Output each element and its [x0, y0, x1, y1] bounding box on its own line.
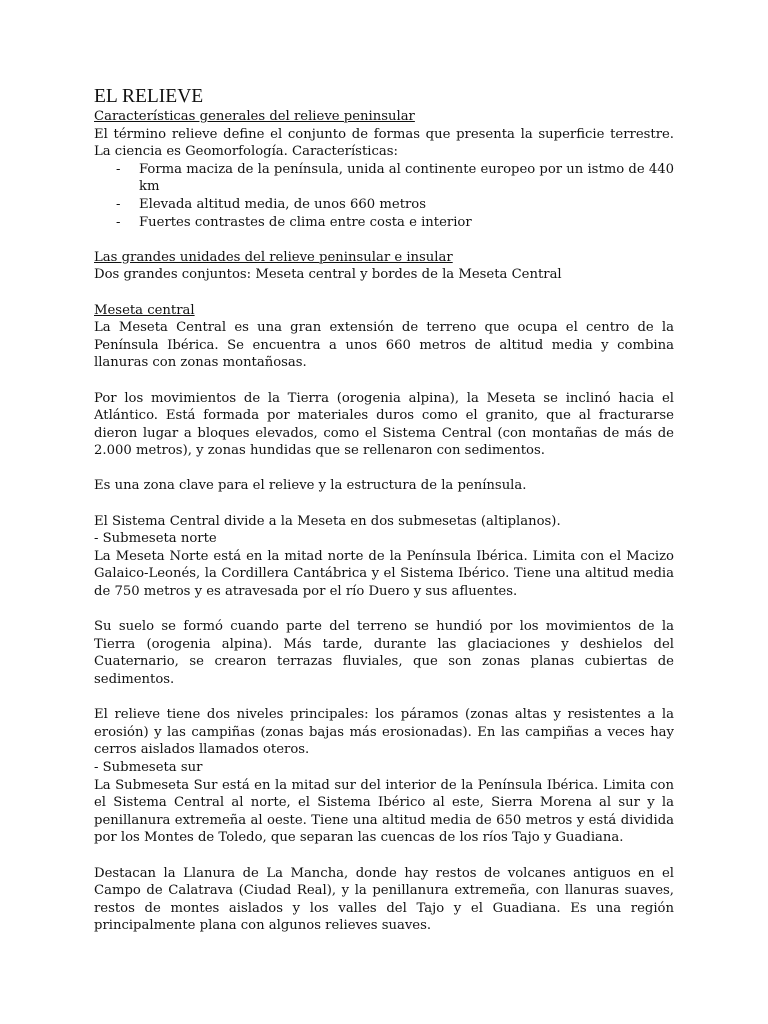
paragraph: El Sistema Central divide a la Meseta en dos submesetas (altiplanos).: [94, 513, 561, 529]
list-item: [94, 214, 674, 232]
bullet-dash: -: [116, 196, 121, 212]
section-heading-grandes-unidades: Las grandes unidades del relieve peninsular e insular: [94, 249, 453, 265]
paragraph: Es una zona clave para el relieve y la estructura de la península.: [94, 478, 527, 494]
spacer: [94, 847, 674, 865]
paragraph: El relieve tiene dos niveles principales: los páramos (zonas altas y resistentes a la erosión) y las campiñas (zonas bajas más erosionadas). En las campiñas a veces hay cerros aislados llamados oteros.: [94, 707, 674, 758]
spacer: [94, 601, 674, 619]
paragraph: Su suelo se formó cuando parte del terreno se hundió por los movimientos de la Tierra (orogenia alpina). Más tarde, durante las glaciaciones y deshielos del Cuaternario, se crearon terrazas fluviales, que son zonas planas cubiertas de sedimentos.: [94, 619, 674, 687]
list-item-text: Elevada altitud media, de unos 660 metros: [139, 196, 427, 212]
section-heading-caracteristicas: Características generales del relieve peninsular: [94, 109, 415, 124]
spacer: [94, 231, 674, 249]
document-title: EL RELIEVE: [94, 86, 204, 107]
subsection-label-norte: - Submeseta norte: [94, 531, 217, 547]
characteristics-list: [94, 161, 674, 231]
list-item-text: Forma maciza de la península, unida al continente europeo por un istmo de 440 km: [139, 161, 674, 195]
spacer: [94, 284, 674, 302]
spacer: [94, 372, 674, 390]
section-heading-meseta-central: Meseta central: [94, 302, 195, 318]
paragraph: La Meseta Central es una gran extensión de terreno que ocupa el centro de la Península Ibérica. Se encuentra a unos 660 metros de altitud media y combina llanuras con zonas montañosas.: [94, 320, 674, 371]
paragraph: Destacan la Llanura de La Mancha, donde hay restos de volcanes antiguos en el Campo de Calatrava (Ciudad Real), y la penillanura extremeña, con llanuras suaves, restos de montes aislados y los valles del Tajo y el Guadiana. Es una región principalmente plana con algunos relieves suaves.: [94, 865, 674, 934]
paragraph: Por los movimientos de la Tierra (orogenia alpina), la Meseta se inclinó hacia el Atlántico. Está formada por materiales duros como el granito, que al fracturarse dieron lugar a bloques elevados, como el Sistema Central (con montañas de más de 2.000 metros), y zonas hundidas que se rellenaron con sedimentos.: [94, 390, 674, 459]
spacer: [94, 460, 674, 478]
list-item: [94, 161, 674, 196]
spacer: [94, 689, 674, 707]
paragraph: La Submeseta Sur está en la mitad sur del interior de la Península Ibérica. Limita con el Sistema Central al norte, el Sistema Ibérico al este, Sierra Morena al sur y la penillanura extremeña al oeste. Tiene una altitud media de 650 metros y está dividida por los Montes de Toledo, que separan las cuencas de los ríos Tajo y Guadiana.: [94, 777, 674, 846]
bullet-dash: -: [116, 161, 121, 177]
spacer: [94, 495, 674, 513]
paragraph: La Meseta Norte está en la mitad norte de la Península Ibérica. Limita con el Macizo Galaico-Leonés, la Cordillera Cantábrica y el Sistema Ibérico. Tiene una altitud media de 750 metros y es atravesada por el río Duero y sus afluentes.: [94, 548, 674, 600]
list-item-text: Fuertes contrastes de clima entre costa e interior: [139, 214, 472, 230]
paragraph: Dos grandes conjuntos: Meseta central y bordes de la Meseta Central: [94, 267, 562, 283]
list-item: [94, 196, 674, 214]
subsection-label-sur: - Submeseta sur: [94, 759, 203, 775]
section-intro-paragraph: El término relieve define el conjunto de formas que presenta la superficie terrestre. La ciencia es Geomorfología. Características:: [94, 126, 674, 160]
bullet-dash: -: [116, 214, 121, 230]
